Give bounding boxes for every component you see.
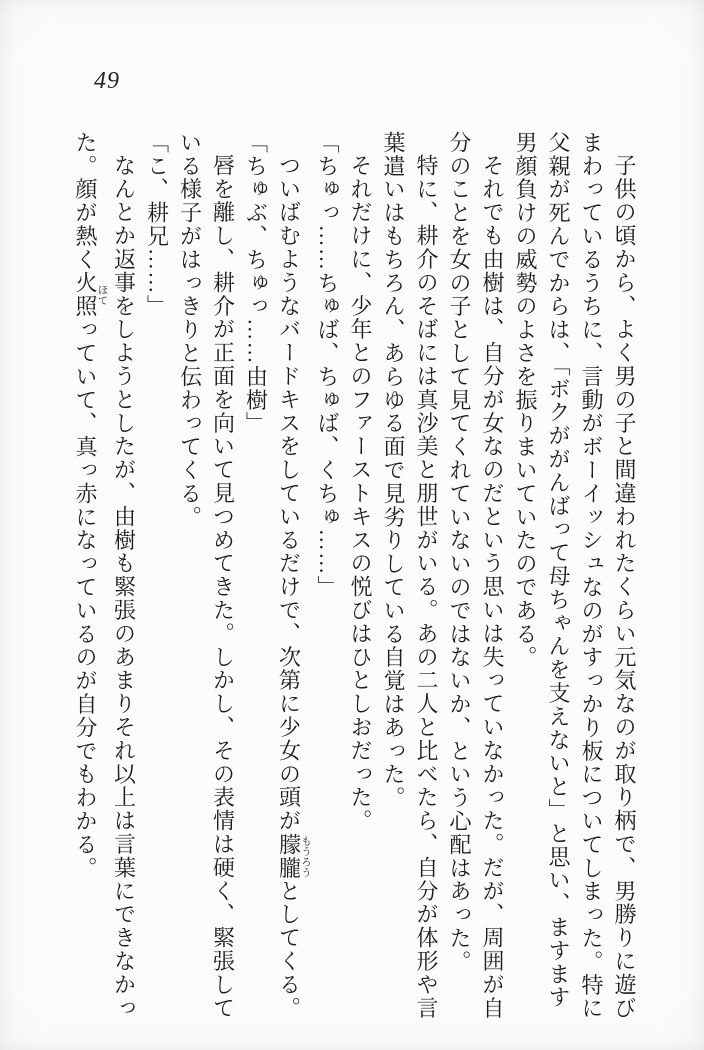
text-line: 子供の頃から、よく男の子と間違われたくらい元気なのが取り柄で、男勝りに遊び <box>612 154 637 1020</box>
text-line: 特に、耕介のそばには真沙美と朋世がいる。あの二人と比べたら、自分が体形や言 <box>414 154 439 1020</box>
text-line: た。顔が熱く火照ほてっていて、真っ赤になっているのが自分でもわかる。 <box>73 131 108 880</box>
text-line: それだけに、少年とのファーストキスの悦びはひとしおだった。 <box>348 154 373 833</box>
text-line: ついばむようなバードキスをしているだけで、次第に少女の頭が朦朧もうろうとしてくる。 <box>276 154 311 1020</box>
text-line: 分のことを女の子として見てくれていないのではないか、という心配はあった。 <box>447 131 472 974</box>
text-line: いる様子がはっきりと伝わってくる。 <box>177 131 203 529</box>
text-line: 「ちゅっ……ちゅば、ちゅば、くちゅ……」 <box>315 131 340 599</box>
furigana-text: もうろう <box>300 832 311 880</box>
text-line: 「こ、耕兄……」 <box>144 131 170 319</box>
text-line: 唇を離し、耕介が正面を向いて見つめてきた。しかし、その表情は硬く、緊張して <box>210 154 236 1020</box>
text-line: 葉遣いはもちろん、あらゆる面で見劣りしている自覚はあった。 <box>381 131 406 810</box>
text-line: まわっているうちに、言動がボーイッシュなのがすっかり板についてしまった。特に <box>579 131 604 1021</box>
text-line: それでも由樹は、自分が女なのだという思いは失っていなかった。だが、周囲が自 <box>480 154 505 1020</box>
text-line: なんとか返事をしようとしたが、由樹も緊張のあまりそれ以上は言葉にできなかっ <box>111 154 137 1020</box>
page-number: 49 <box>94 68 120 94</box>
text-line: 男顔負けの威勢のよさを振りまいていたのである。 <box>513 131 538 670</box>
furigana-ruby: 朦朧もうろう <box>276 832 311 880</box>
text-line: 「ちゅぶ、ちゅっ……由樹」 <box>243 131 269 436</box>
text-line: 父親が死んでからは、「ボクががんばって母ちゃんを支えないと」と思い、ますます <box>546 131 571 1010</box>
furigana-text: ほて <box>96 271 108 319</box>
furigana-ruby: 火照ほて <box>73 271 108 319</box>
text-columns <box>69 131 641 1025</box>
